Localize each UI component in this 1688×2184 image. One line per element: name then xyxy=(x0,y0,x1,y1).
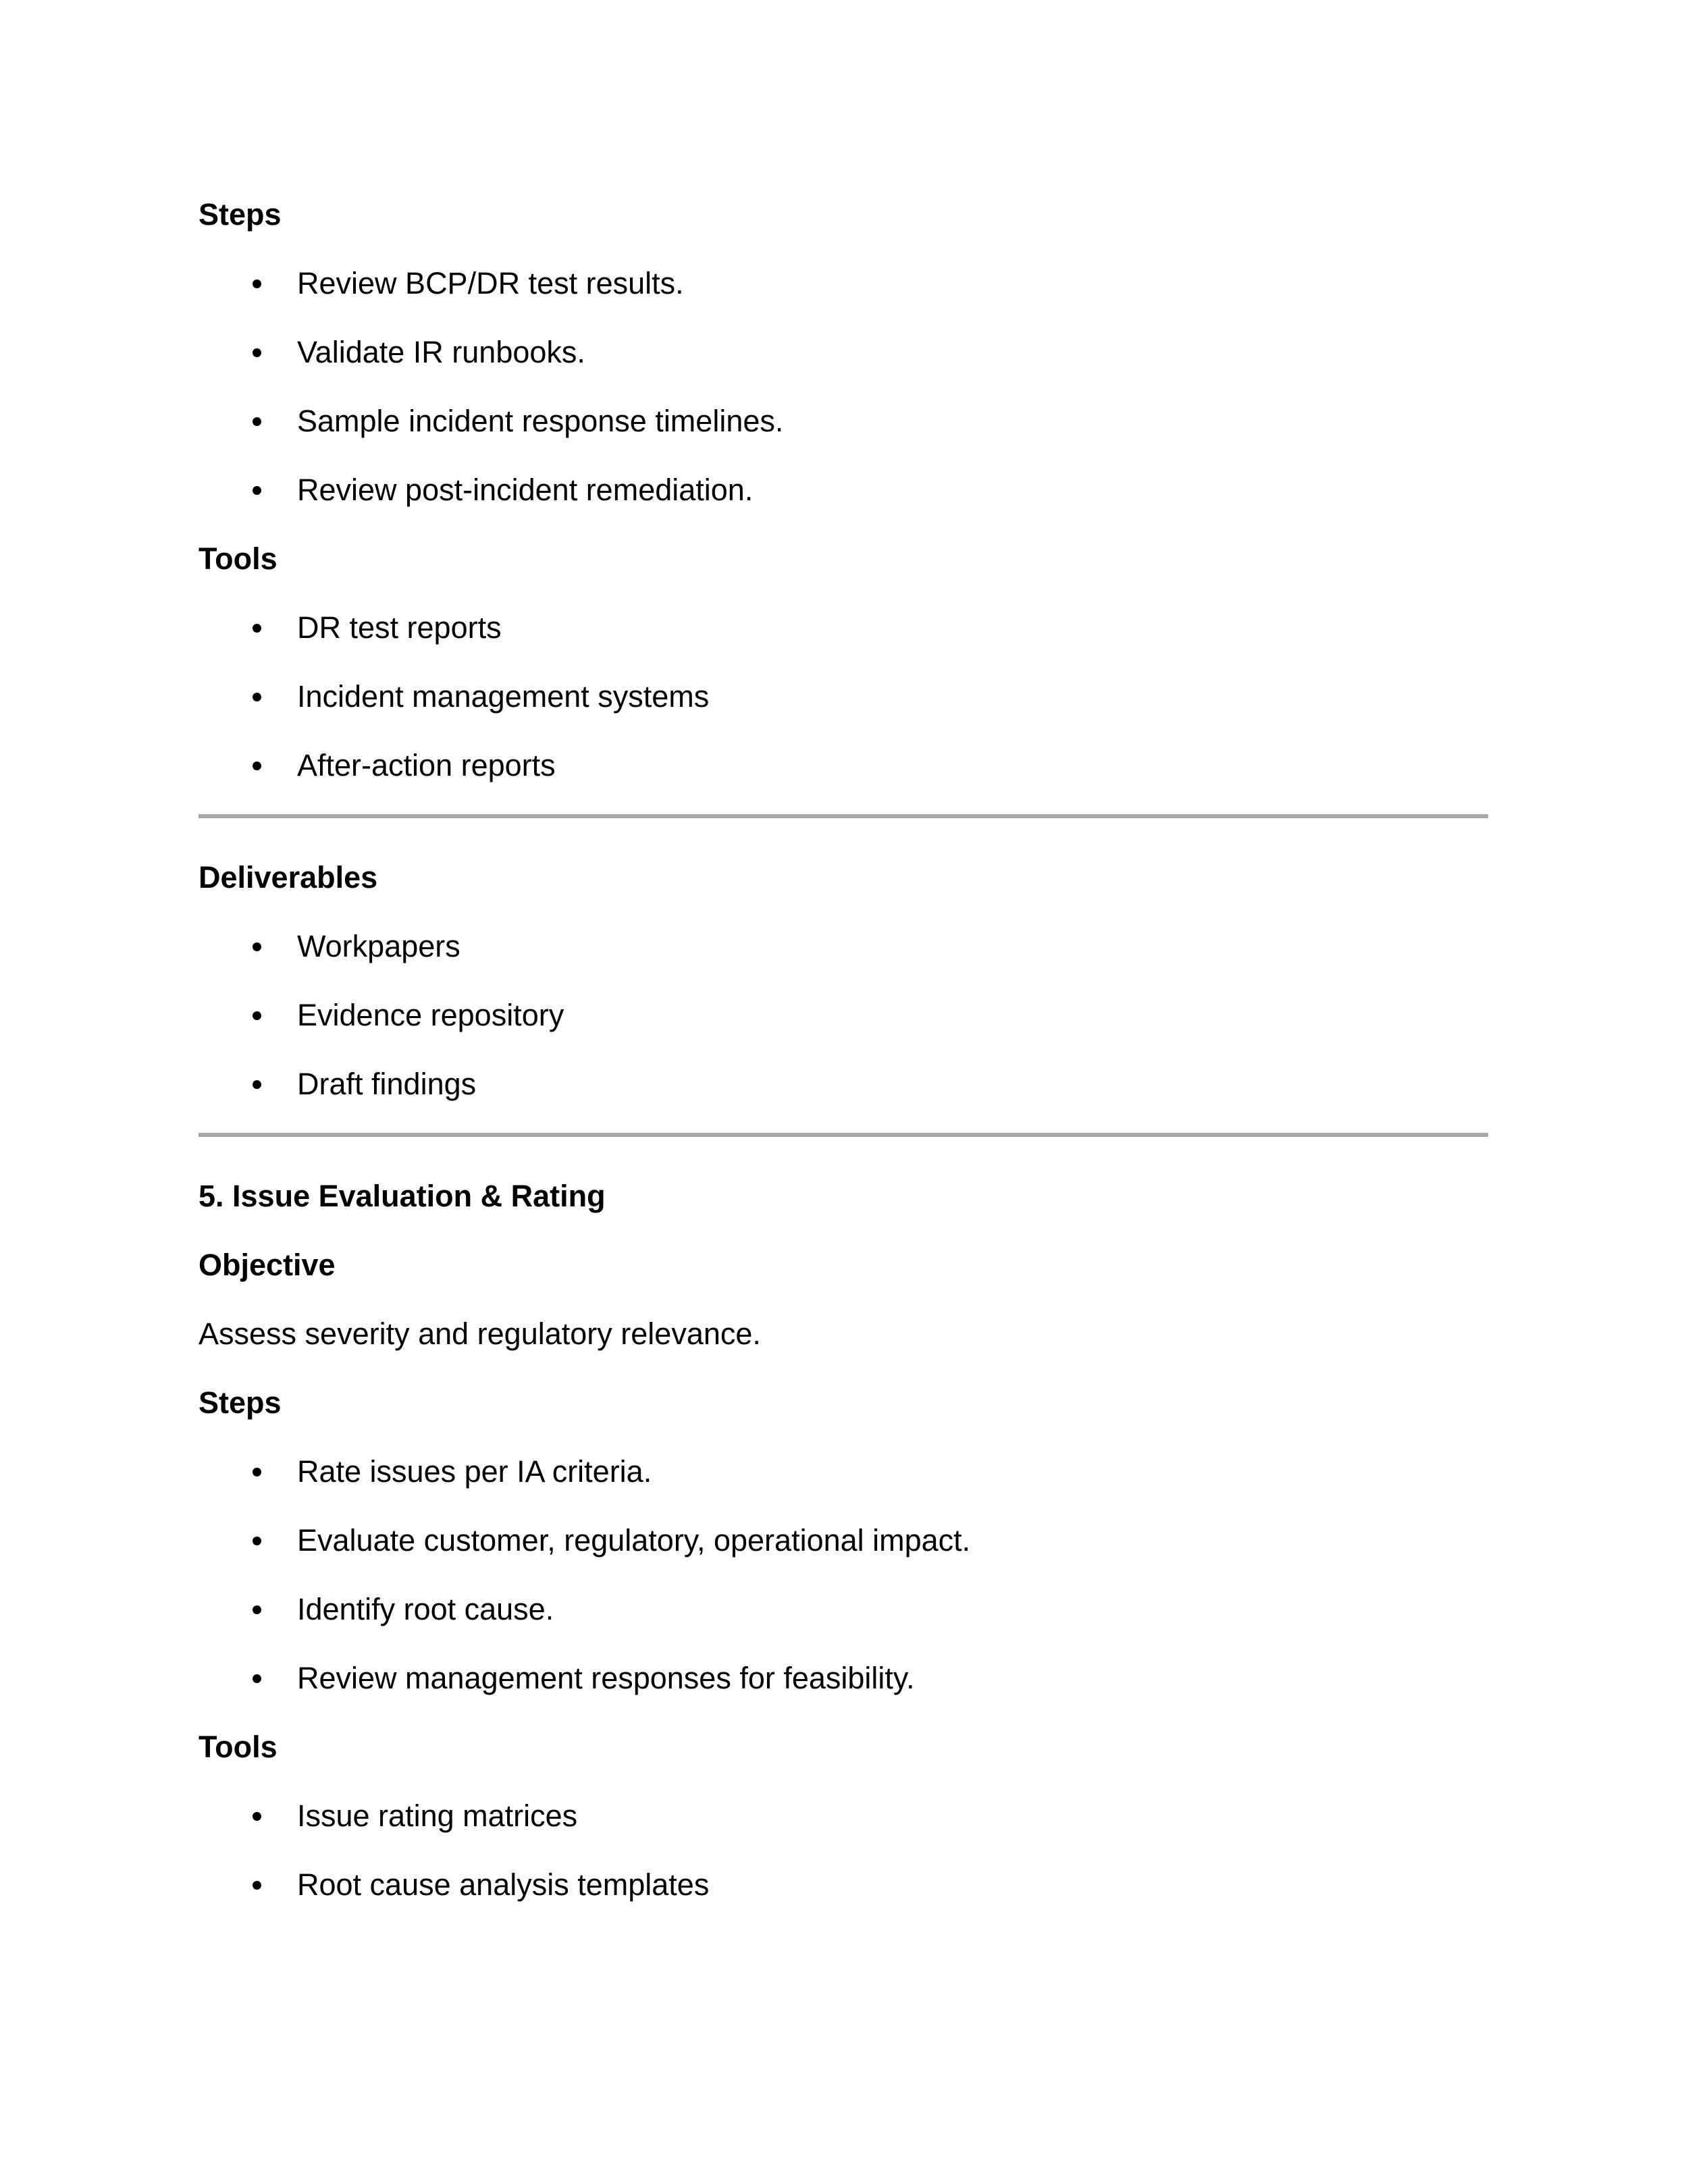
list-item-text: Identify root cause. xyxy=(297,1592,554,1626)
deliverables-list xyxy=(199,926,1488,1104)
bullet-icon xyxy=(253,762,261,770)
list-item-text: Evidence repository xyxy=(297,998,564,1032)
tools-heading: Tools xyxy=(199,1730,278,1764)
horizontal-divider xyxy=(199,1133,1488,1137)
list-item xyxy=(199,676,1488,717)
list-item-text: Draft findings xyxy=(297,1067,477,1101)
list-item-text: After-action reports xyxy=(297,748,556,782)
steps-heading: Steps xyxy=(199,1385,282,1420)
list-item-text: Issue rating matrices xyxy=(297,1799,578,1833)
horizontal-divider xyxy=(199,814,1488,818)
list-item-text: Root cause analysis templates xyxy=(297,1867,710,1902)
bullet-icon xyxy=(253,1812,261,1821)
list-item xyxy=(199,608,1488,648)
tools-heading: Tools xyxy=(199,541,278,576)
bullet-icon xyxy=(253,693,261,701)
objective-text: Assess severity and regulatory relevance. xyxy=(199,1316,761,1351)
list-item-text: Review management responses for feasibility. xyxy=(297,1661,915,1695)
list-item xyxy=(199,745,1488,786)
bullet-icon xyxy=(253,1080,261,1089)
list-item-text: Review BCP/DR test results. xyxy=(297,266,684,300)
tools-list xyxy=(199,608,1488,786)
list-item-text: Evaluate customer, regulatory, operational impact. xyxy=(297,1523,971,1557)
steps-list xyxy=(199,263,1488,510)
bullet-icon xyxy=(253,1881,261,1890)
bullet-icon xyxy=(253,1605,261,1614)
bullet-icon xyxy=(253,1674,261,1683)
list-item-text: Review post-incident remediation. xyxy=(297,473,754,507)
bullet-icon xyxy=(253,486,261,495)
list-item-text: Rate issues per IA criteria. xyxy=(297,1454,652,1489)
list-item xyxy=(199,926,1488,967)
page-content xyxy=(199,194,1488,1934)
bullet-icon xyxy=(253,1537,261,1545)
list-item xyxy=(199,332,1488,373)
list-item xyxy=(199,1865,1488,1905)
objective-heading: Objective xyxy=(199,1248,336,1282)
tools-list xyxy=(199,1796,1488,1905)
bullet-icon xyxy=(253,417,261,426)
list-item xyxy=(199,995,1488,1036)
list-item-text: Workpapers xyxy=(297,929,460,963)
list-item xyxy=(199,1658,1488,1699)
list-item-text: Validate IR runbooks. xyxy=(297,335,585,369)
deliverables-heading: Deliverables xyxy=(199,860,378,895)
list-item-text: DR test reports xyxy=(297,610,502,645)
bullet-icon xyxy=(253,942,261,951)
bullet-icon xyxy=(253,1011,261,1020)
list-item-text: Sample incident response timelines. xyxy=(297,404,784,438)
bullet-icon xyxy=(253,348,261,357)
list-item xyxy=(199,1589,1488,1630)
list-item xyxy=(199,1796,1488,1836)
list-item xyxy=(199,401,1488,442)
list-item xyxy=(199,263,1488,304)
section-title: 5. Issue Evaluation & Rating xyxy=(199,1179,606,1213)
list-item-text: Incident management systems xyxy=(297,679,710,714)
list-item xyxy=(199,1064,1488,1104)
bullet-icon xyxy=(253,624,261,633)
bullet-icon xyxy=(253,279,261,288)
bullet-icon xyxy=(253,1468,261,1476)
list-item xyxy=(199,470,1488,510)
list-item xyxy=(199,1451,1488,1492)
steps-heading: Steps xyxy=(199,197,282,232)
steps-list xyxy=(199,1451,1488,1699)
list-item xyxy=(199,1520,1488,1561)
